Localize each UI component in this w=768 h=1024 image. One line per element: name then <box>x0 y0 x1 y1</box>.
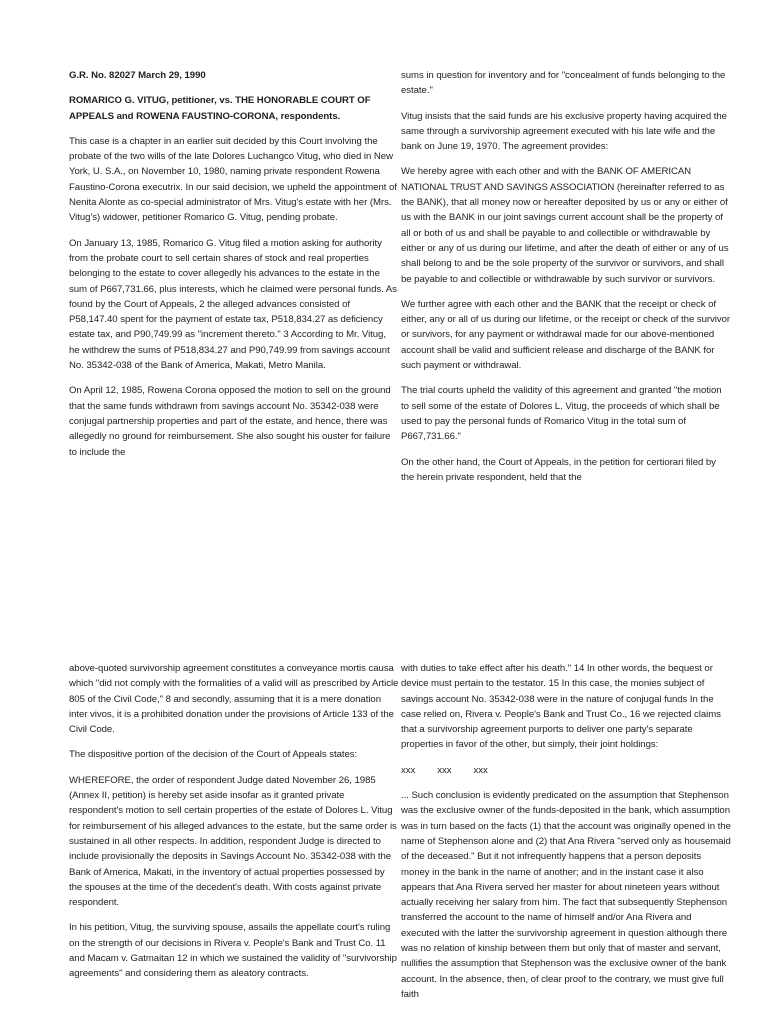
page1-left-column <box>69 68 399 470</box>
paragraph: In his petition, Vitug, the surviving spouse, assails the appellate court's ruling on the strength of our decisions in Rivera v. People's Bank and Trust Co. 11 and Macam v. Gatmaitan 12 in which we sustained the validity of "survivorship agreements" and considering them as aleatory contracts. <box>69 922 397 980</box>
paragraph: The dispositive portion of the decision of the Court of Appeals states: <box>69 749 358 761</box>
document-page-2 <box>0 512 768 1024</box>
rivera-quote: ... Such conclusion is evidently predicated on the assumption that Stephenson was the exclusive owner of the funds-deposited in the bank, which assumption was in turn based on the facts (1) that the account was originally opened in the name of Stephenson alone and (2) that Ana Rivera "served only as housemaid of the deceased." But it not infrequently happens that a person deposits money in the bank in the name of another; and in the instant case it also appears that Ana Rivera served her master for about nineteen years without actually receiving her salary from him. The fact that subsequently Stephenson transferred the account to the name of himself and/or Ana Rivera and executed with the latter the survivorship agreement in question although there was no relation of kinship between them but only that of master and servant, nullifies the assumption that Stephenson was the exclusive owner of the bank account. In the absence, then, of clear proof to the contrary, we must give full faith <box>401 790 731 1000</box>
omission-xxx: xxx <box>401 764 416 776</box>
case-number: G.R. No. 82027 March 29, 1990 <box>69 70 206 81</box>
omission-xxx: xxx <box>473 764 488 776</box>
agreement-quote: We further agree with each other and the BANK that the receipt or check of either, any or all of us during our lifetime, or the receipt or check of the survivor or survivors, for any payment or withdrawal made for our above-mentioned account shall be valid and sufficient release and discharge of the BANK for such payment or withdrawal. <box>401 298 731 372</box>
paragraph: The trial courts upheld the validity of this agreement and granted "the motion to sell some of the estate of Dolores L. Vitug, the proceeds of which shall be used to pay the personal funds of Romarico Vitug in the total sum of P667,731.66." <box>401 385 722 443</box>
omission-marker <box>401 763 731 778</box>
page2-left-column <box>69 661 399 992</box>
case-parties: ROMARICO G. VITUG, petitioner, vs. THE HONORABLE COURT OF APPEALS and ROWENA FAUSTINO-CORONA, respondents. <box>69 95 371 122</box>
omission-xxx: xxx <box>437 764 452 776</box>
paragraph: On April 12, 1985, Rowena Corona opposed the motion to sell on the ground that the same funds withdrawn from savings account No. 35342-038 were conjugal partnership properties and part of the estate, and hence, there was allegedly no ground for reimbursement. She also sought his ouster for failure to include the <box>69 385 391 458</box>
page2-right-column <box>401 661 731 1012</box>
paragraph: sums in question for inventory and for "concealment of funds belonging to the estate." <box>401 70 726 97</box>
paragraph: Vitug insists that the said funds are his exclusive property having acquired the same through a survivorship agreement executed with his late wife and the bank on June 19, 1970. The agreement provides: <box>401 110 727 153</box>
paragraph: This case is a chapter in an earlier suit decided by this Court involving the probate of the two wills of the late Dolores Luchangco Vitug, who died in New York, U. S.A., on November 10, 1980, naming private respondent Rowena Faustino-Corona executrix. In our said decision, we upheld the appointment of Nenita Alonte as co-special administrator of Mrs. Vitug's estate with her (Mrs. Vitug's) widower, petitioner Romarico G. Vitug, pending probate. <box>69 135 397 224</box>
paragraph: above-quoted survivorship agreement constitutes a conveyance mortis causa which "did not comply with the formalities of a valid will as prescribed by Article 805 of the Civil Code," 8 and secondly, assuming that it is a mere donation inter vivos, it is a prohibited donation under the provisions of Article 133 of the Civil Code. <box>69 663 399 736</box>
dispositive-quote: WHEREFORE, the order of respondent Judge dated November 26, 1985 (Annex II, petition) is hereby set aside insofar as it granted private respondent's motion to sell certain properties of the estate of Dolores L. Vitug for reimbursement of his alleged advances to the estate, but the same order is sustained in all other respects. In addition, respondent Judge is directed to include provisionally the deposits in Savings Account No. 35342-038 with the Bank of America, Makati, in the inventory of actual properties possessed by the spouses at the time of the decedent's death. With costs against private respondent. <box>69 774 397 909</box>
paragraph: On January 13, 1985, Romarico G. Vitug filed a motion asking for authority from the probate court to sell certain shares of stock and real properties belonging to the estate to cover allegedly his advances to the estate in the sum of P667,731.66, plus interests, which he claimed were personal funds. As found by the Court of Appeals, 2 the alleged advances consisted of P58,147.40 spent for the payment of estate tax, P518,834.27 as deficiency estate tax, and P90,749.99 as "increment thereto." 3 According to Mr. Vitug, he withdrew the sums of P518,834.27 and P90,749.99 from savings account No. 35342-038 of the Bank of America, Makati, Metro Manila. <box>69 237 397 372</box>
page1-right-column <box>401 68 731 495</box>
paragraph: with duties to take effect after his death." 14 In other words, the bequest or device must pertain to the testator. 15 In this case, the monies subject of savings account No. 35342-038 were in the nature of conjugal funds In the case relied on, Rivera v. People's Bank and Trust Co., 16 we rejected claims that a survivorship agreement purports to deliver one party's separate properties in favor of the other, but simply, their joint holdings: <box>401 663 721 751</box>
paragraph: On the other hand, the Court of Appeals, in the petition for certiorari filed by the herein private respondent, held that the <box>401 456 716 483</box>
agreement-quote: We hereby agree with each other and with the BANK OF AMERICAN NATIONAL TRUST AND SAVINGS ASSOCIATION (hereinafter referred to as the BANK), that all money now or hereafter deposited by us or any or either of us with the BANK in our joint savings current account shall be the property of all or both of us and shall be payable to and collectible or withdrawable by either or any of us during our lifetime, and after the death of either or any of us shall belong to and be the sole property of the survivor or survivors, and shall be payable to and collectible or withdrawable by such survivor or survivors. <box>401 166 729 285</box>
